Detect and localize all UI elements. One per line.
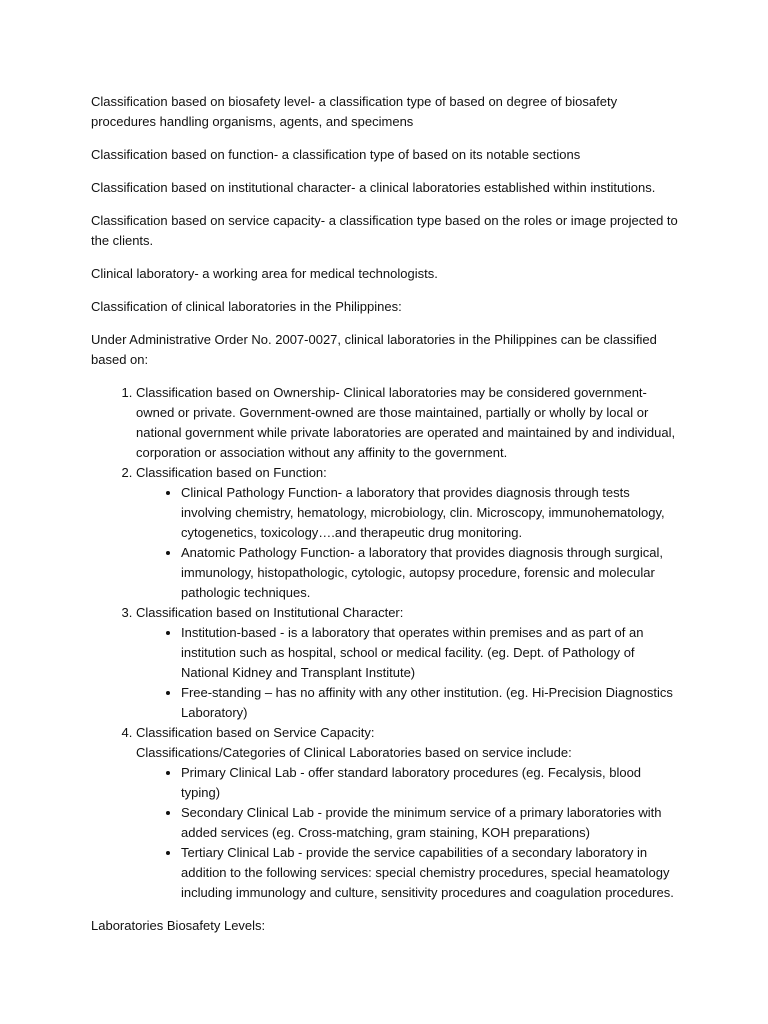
document-page xyxy=(91,92,681,949)
paragraph-biosafety-level: Classification based on biosafety level- a classification type of based on degree of biosafety procedures handling organisms, agents, and specimens xyxy=(91,94,618,129)
paragraph-service-capacity: Classification based on service capacity- a classification type based on the roles or image projected to the clients. xyxy=(91,213,678,248)
list-item-ownership xyxy=(136,383,681,463)
list-item-intro: Classifications/Categories of Clinical Laboratories based on service include: xyxy=(136,745,572,760)
sublist-item-secondary: • Secondary Clinical Lab - provide the minimum service of a primary laboratories with added services (eg. Cross-matching, gram staining, KOH preparations) xyxy=(181,803,681,843)
list-item-institutional-character xyxy=(136,603,681,723)
list-item-text: Classification based on Institutional Character: xyxy=(136,605,404,620)
function-sublist xyxy=(136,483,681,603)
sublist-item-clinical-pathology: • Clinical Pathology Function- a laboratory that provides diagnosis through tests involving chemistry, hematology, microbiology, clin. Microscopy, immunohematology, cytogenetics, toxicology….and therapeutic drug monitoring. xyxy=(181,483,681,543)
paragraph-administrative-order: Under Administrative Order No. 2007-0027, clinical laboratories in the Philippines can be classified based on: xyxy=(91,332,657,367)
sublist-item-primary: • Primary Clinical Lab - offer standard laboratory procedures (eg. Fecalysis, blood typing) xyxy=(181,763,681,803)
list-item-service-capacity xyxy=(136,723,681,903)
paragraph-biosafety-levels-heading: Laboratories Biosafety Levels: xyxy=(91,918,266,933)
paragraph-clinical-laboratory: Clinical laboratory- a working area for medical technologists. xyxy=(91,266,438,281)
classification-list xyxy=(91,383,681,903)
paragraph-classification-heading: Classification of clinical laboratories in the Philippines: xyxy=(91,299,402,314)
list-item-text: Classification based on Function: xyxy=(136,465,327,480)
paragraph-institutional-character: Classification based on institutional character- a clinical laboratories established within institutions. xyxy=(91,180,656,195)
list-item-function xyxy=(136,463,681,603)
paragraph-function: Classification based on function- a classification type of based on its notable sections xyxy=(91,147,581,162)
service-sublist xyxy=(136,763,681,903)
list-item-text: Classification based on Service Capacity: xyxy=(136,725,375,740)
institutional-sublist xyxy=(136,623,681,723)
list-item-text: Classification based on Ownership- Clinical laboratories may be considered government-owned or private. Government-owned are those maintained, partially or wholly by local or national government while private laboratories are operated and maintained by and individual, corporation or association without any affinity to the government. xyxy=(136,385,676,460)
sublist-item-anatomic-pathology: • Anatomic Pathology Function- a laboratory that provides diagnosis through surgical, immunology, histopathologic, cytologic, autopsy procedure, forensic and molecular pathologic techniques. xyxy=(181,543,681,603)
sublist-item-tertiary: • Tertiary Clinical Lab - provide the service capabilities of a secondary laboratory in addition to the following services: special chemistry procedures, special heamatology including immunology and culture, sensitivity procedures and coagulation procedures. xyxy=(181,843,681,903)
sublist-item-institution-based: • Institution-based - is a laboratory that operates within premises and as part of an institution such as hospital, school or medical facility. (eg. Dept. of Pathology of National Kidney and Transplant Institute) xyxy=(181,623,681,683)
sublist-item-free-standing: • Free-standing – has no affinity with any other institution. (eg. Hi-Precision Diagnostics Laboratory) xyxy=(181,683,681,723)
